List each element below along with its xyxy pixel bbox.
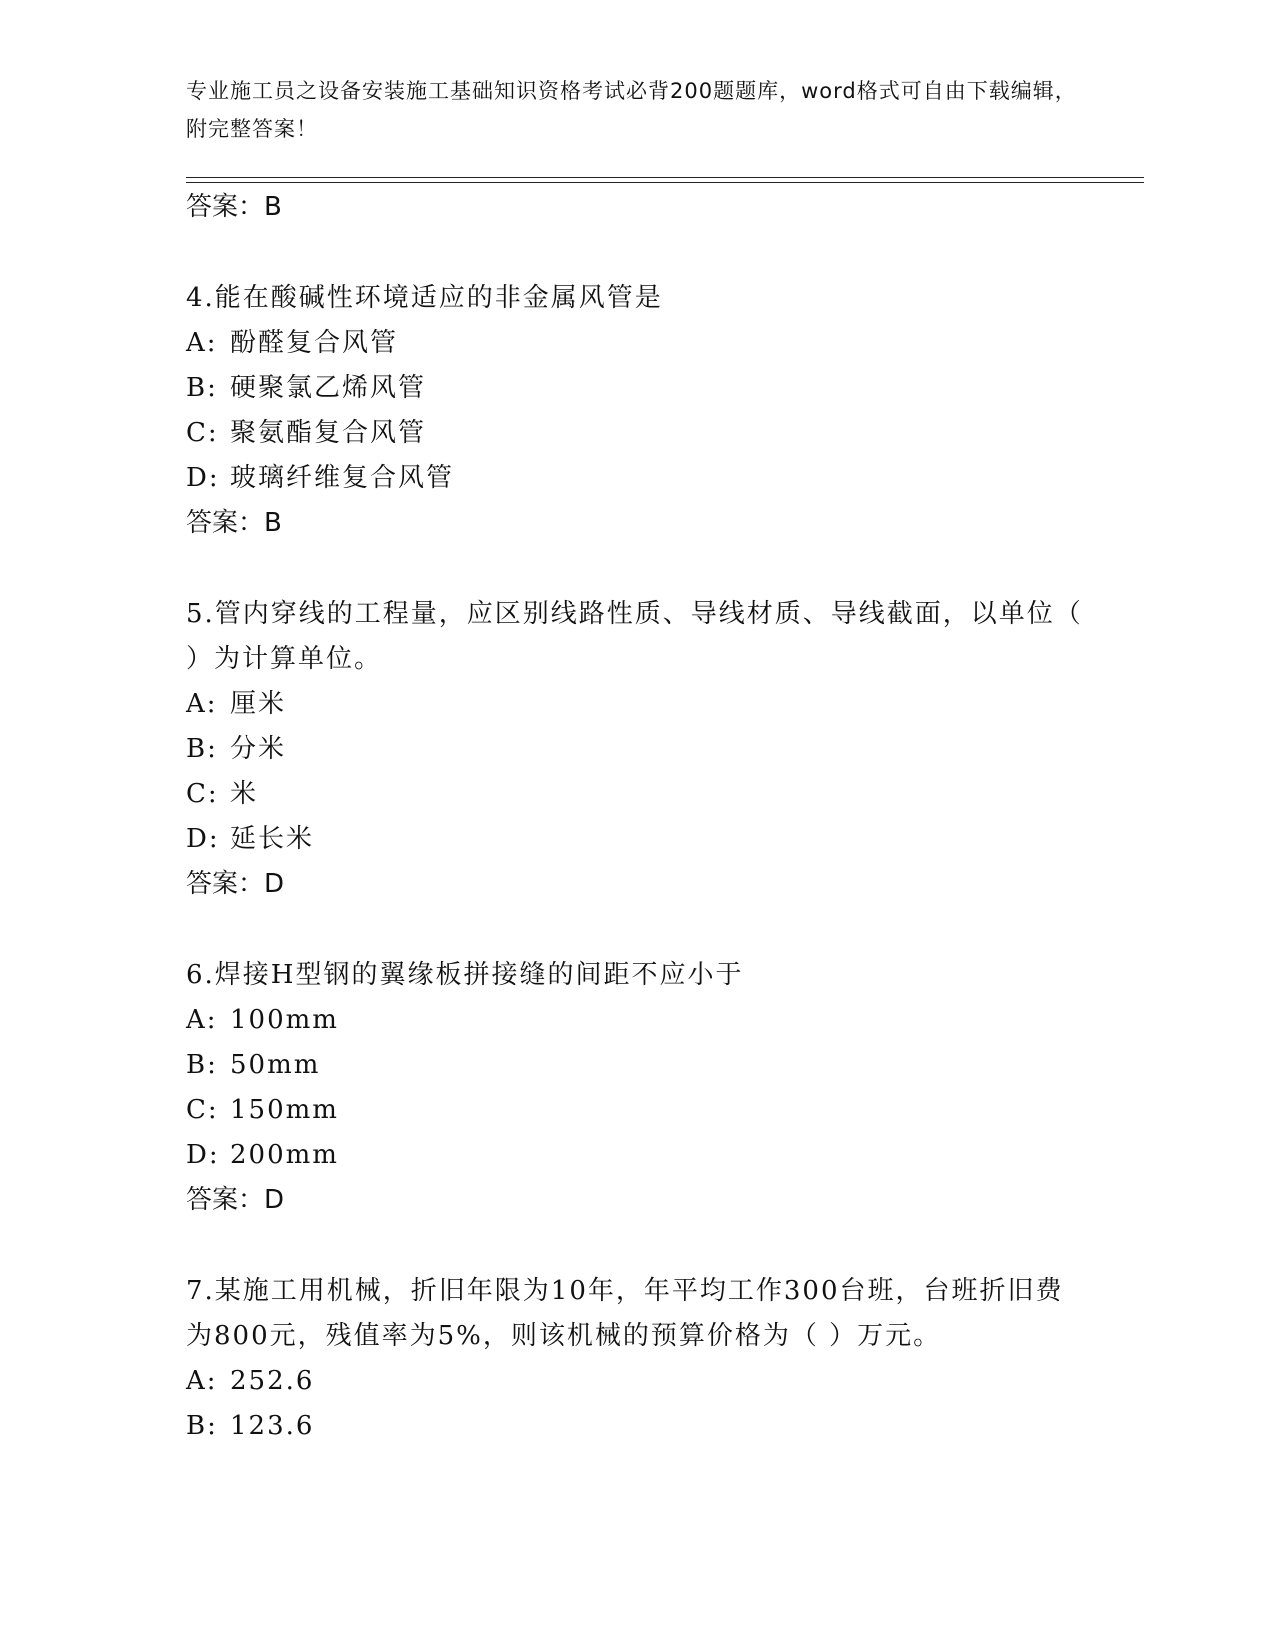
option-text: 延长米 [230, 824, 315, 854]
option-key: C: [186, 418, 219, 448]
option-item [186, 998, 1086, 1043]
option-item [186, 1404, 1086, 1449]
option-item [186, 1043, 1086, 1088]
option-text: 100mm [230, 1005, 339, 1035]
option-item [186, 817, 1086, 862]
option-key: C: [186, 779, 219, 809]
question-text: 6.焊接H型钢的翼缘板拼接缝的间距不应小于 [186, 960, 744, 990]
spacer [186, 230, 1086, 276]
option-item [186, 456, 1086, 501]
answer-line: 答案：D [186, 869, 285, 899]
option-text: 50mm [230, 1050, 321, 1080]
answer-line: 答案：B [186, 508, 282, 538]
option-item [186, 772, 1086, 817]
option-item [186, 321, 1086, 366]
option-item [186, 1088, 1086, 1133]
option-text: 150mm [230, 1095, 339, 1125]
option-text: 200mm [230, 1140, 339, 1170]
option-key: A: [186, 1366, 218, 1396]
spacer [186, 546, 1086, 592]
option-key: C: [186, 1095, 219, 1125]
option-text: 分米 [230, 734, 287, 764]
option-item [186, 411, 1086, 456]
spacer [186, 907, 1086, 953]
question-text: 7.某施工用机械，折旧年限为10年，年平均工作300台班，台班折旧费为800元，残值率为5%，则该机械的预算价格为（ ）万元。 [186, 1276, 1064, 1351]
option-key: B: [186, 734, 218, 764]
option-key: B: [186, 1411, 218, 1441]
option-key: A: [186, 1005, 218, 1035]
option-item [186, 1359, 1086, 1404]
option-text: 硬聚氯乙烯风管 [230, 373, 427, 403]
option-text: 玻璃纤维复合风管 [230, 463, 455, 493]
question-text: 5.管内穿线的工程量，应区别线路性质、导线材质、导线截面，以单位（ ）为计算单位。 [186, 599, 1083, 674]
option-key: D: [186, 824, 220, 854]
option-key: B: [186, 1050, 218, 1080]
header-rule-top [186, 177, 1144, 178]
option-key: A: [186, 328, 218, 358]
document-header: 专业施工员之设备安装施工基础知识资格考试必背200题题库，word格式可自由下载编辑，附完整答案！ [186, 79, 1077, 141]
answer-line: 答案：D [186, 1185, 285, 1215]
option-key: D: [186, 463, 220, 493]
option-item [186, 727, 1086, 772]
document-body [186, 185, 1086, 1449]
option-key: D: [186, 1140, 220, 1170]
spacer [186, 1223, 1086, 1269]
option-key: A: [186, 689, 218, 719]
option-item [186, 1133, 1086, 1178]
answer-line: 答案：B [186, 192, 282, 222]
option-key: B: [186, 373, 218, 403]
option-text: 123.6 [230, 1411, 315, 1441]
option-text: 252.6 [230, 1366, 315, 1396]
question-text: 4.能在酸碱性环境适应的非金属风管是 [186, 283, 663, 313]
header-rule-bottom [186, 182, 1144, 183]
option-text: 厘米 [230, 689, 287, 719]
option-text: 聚氨酯复合风管 [230, 418, 427, 448]
option-item [186, 366, 1086, 411]
option-text: 米 [230, 779, 259, 809]
option-item [186, 682, 1086, 727]
option-text: 酚醛复合风管 [230, 328, 399, 358]
